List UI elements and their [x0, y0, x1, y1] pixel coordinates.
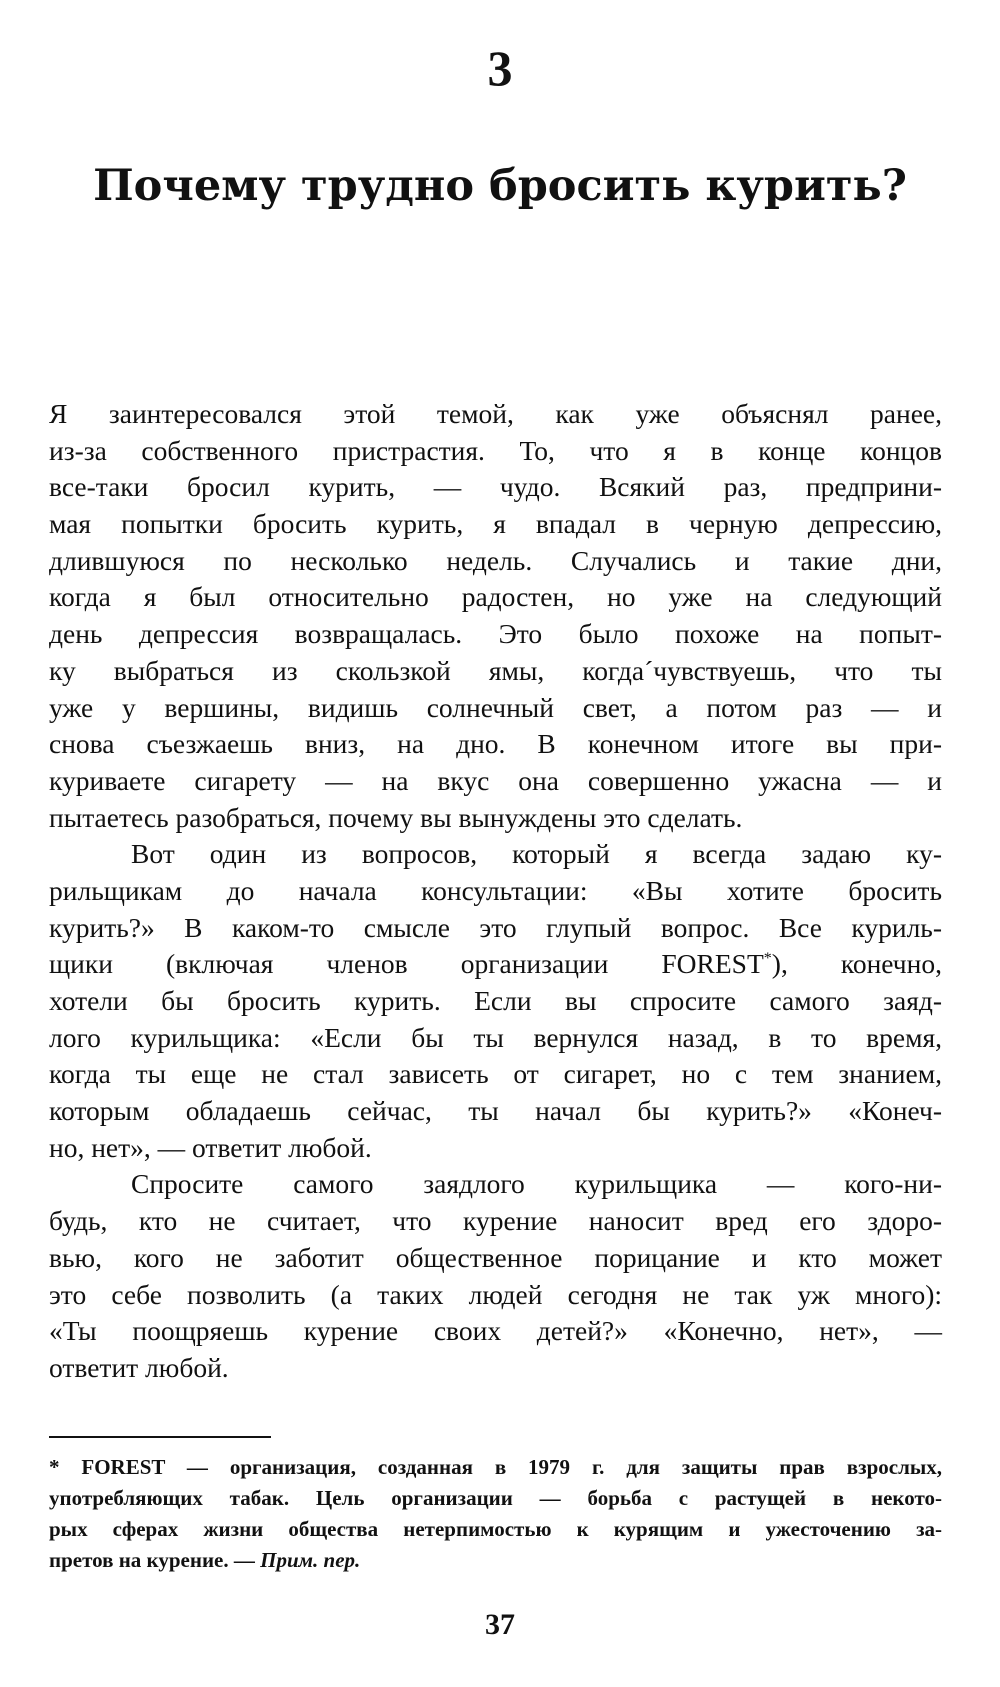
text-line: курить?» В каком-то смысле это глупый вопрос. Все куриль- [49, 911, 942, 943]
text-segment: щики (включая членов организации FOREST [49, 948, 764, 980]
footnote-line: * FOREST — организация, созданная в 1979 г. для защиты прав взрослых, [49, 1455, 942, 1479]
text-line: все-таки бросил курить, — чудо. Всякий раз, предприни- [49, 471, 942, 503]
text-line: когда я был относительно радостен, но уже на следующий [49, 581, 942, 613]
text-line: уже у вершины, видишь солнечный свет, а потом раз — и [49, 691, 942, 723]
footnote [49, 1452, 942, 1576]
text-line: день депрессия возвращалась. Это было похоже на попыт- [49, 618, 942, 650]
text-line: Вот один из вопросов, который я всегда задаю ку- [131, 838, 942, 870]
text-line: снова съезжаешь вниз, на дно. В конечном итоге вы при- [49, 728, 942, 760]
page-number: 37 [485, 1608, 515, 1641]
footnote-line: употребляющих табак. Цель организации — борьба с растущей в некото- [49, 1486, 942, 1510]
text-line: куриваете сигарету — на вкус она совершенно ужасна — и [49, 764, 942, 796]
text-line: которым обладаешь сейчас, ты начал бы курить?» «Конеч- [49, 1095, 942, 1127]
text-line: мая попытки бросить курить, я впадал в черную депрессию, [49, 508, 942, 540]
text-segment: ), конечно, [771, 948, 942, 980]
footnote-line: рых сферах жизни общества нетерпимостью к курящим и ужесточению за- [49, 1517, 942, 1541]
text-line: ответит любой. [49, 1351, 229, 1383]
text-line: из-за собственного пристрастия. То, что я в конце концов [49, 434, 942, 466]
text-line: пытаетесь разобраться, почему вы вынуждены это сделать. [49, 801, 743, 833]
text-line: Я заинтересовался этой темой, как уже объяснял ранее, [49, 398, 942, 429]
chapter-number: 3 [487, 40, 513, 96]
text-line: когда ты еще не стал зависеть от сигарет, но с тем знанием, [49, 1058, 942, 1090]
footnote-separator [49, 1436, 271, 1438]
footnote-marker: * [763, 950, 772, 968]
text-line: «Ты поощряешь курение своих детей?» «Конечно, нет», — [49, 1315, 942, 1347]
footnote-text: претов на курение. — [49, 1548, 255, 1572]
text-line: это себе позволить (а таких людей сегодня не так уж много): [49, 1278, 942, 1310]
chapter-title: Почему трудно бросить курить? [93, 161, 907, 211]
text-line: Спросите самого заядлого курильщика — кого-ни- [131, 1168, 942, 1200]
text-line: рильщикам до начала консультации: «Вы хотите бросить [49, 874, 942, 906]
text-line-with-footnote [49, 946, 942, 983]
text-line: лого курильщика: «Если бы ты вернулся назад, в то время, [49, 1021, 942, 1053]
text-line: но, нет», — ответит любой. [49, 1131, 372, 1163]
text-line: длившуюся по несколько недель. Случались и такие дни, [49, 544, 942, 576]
text-line: вью, кого не заботит общественное порицание и кто может [49, 1241, 942, 1273]
footnote-line [49, 1545, 942, 1576]
text-line: ку выбраться из скользкой ямы, когда´чувствуешь, что ты [49, 654, 942, 686]
body-text [49, 396, 942, 1387]
text-line: будь, кто не считает, что курение наносит вред его здоро- [49, 1205, 942, 1237]
translator-note: Прим. пер. [260, 1548, 361, 1572]
text-line: хотели бы бросить курить. Если вы спросите самого заяд- [49, 985, 942, 1016]
